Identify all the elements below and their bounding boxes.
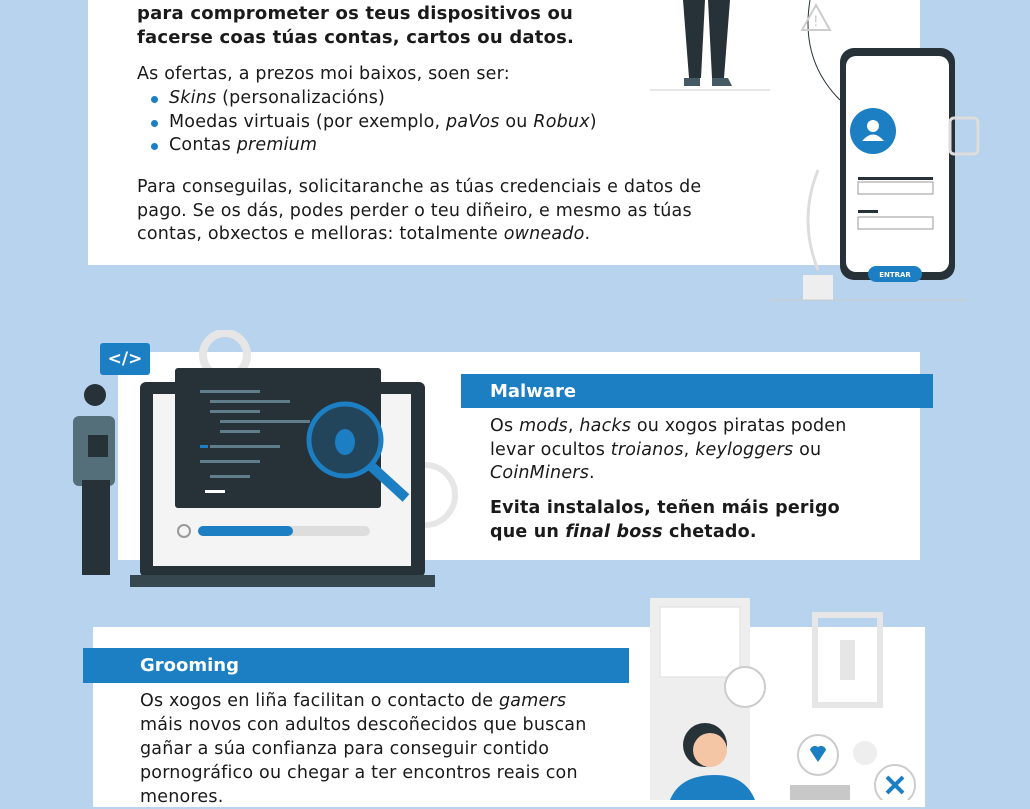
phishing-closing: Para conseguilas, solicitaranche as túas credenciais e datos de pago. Se os dás, podes perder o teu diñeiro, e mesmo as túas contas, obxectos e melloras: totalmente owneado. — [137, 177, 702, 244]
intro-line: facerse coas túas contas, cartos ou datos. — [137, 26, 575, 48]
grooming-text: Os xogos en liña facilitan o contacto de gamers máis novos con adultos descoñecidos que buscan gañar a súa confianza para conseguir contido pornográfico ou chegar a ter encontros reais con menores. — [140, 691, 587, 807]
intro-line: para comprometer os teus dispositivos ou — [137, 3, 574, 24]
malware-text: Os mods, hacks ou xogos piratas poden levar ocultos troianos, keyloggers ou CoinMiners. — [490, 416, 847, 483]
list-item: Skins (personalizacións) — [147, 87, 597, 111]
offers-list — [147, 87, 597, 158]
offers-lead: As ofertas, a prezos moi baixos, soen ser: — [137, 64, 510, 84]
phone-enter-button: ENTRAR — [879, 271, 911, 279]
person-legs-illustration — [650, 0, 770, 95]
phone-login-illustration — [770, 0, 985, 305]
grooming-header — [83, 648, 629, 683]
section-title: Malware — [490, 380, 577, 402]
grooming-illustration — [640, 595, 940, 800]
svg-text:!: ! — [813, 14, 819, 30]
section-title: Grooming — [140, 655, 240, 676]
malware-warning: Evita instalalos, teñen máis perigo que un final boss chetado. — [490, 498, 840, 542]
list-item: Moedas virtuais (por exemplo, paVos ou Robux) — [147, 111, 597, 135]
malware-header — [461, 374, 933, 408]
code-badge: </> — [100, 343, 150, 375]
phishing-intro — [137, 2, 657, 49]
laptop-bug-illustration — [60, 330, 460, 590]
list-item: Contas premium — [147, 134, 597, 158]
